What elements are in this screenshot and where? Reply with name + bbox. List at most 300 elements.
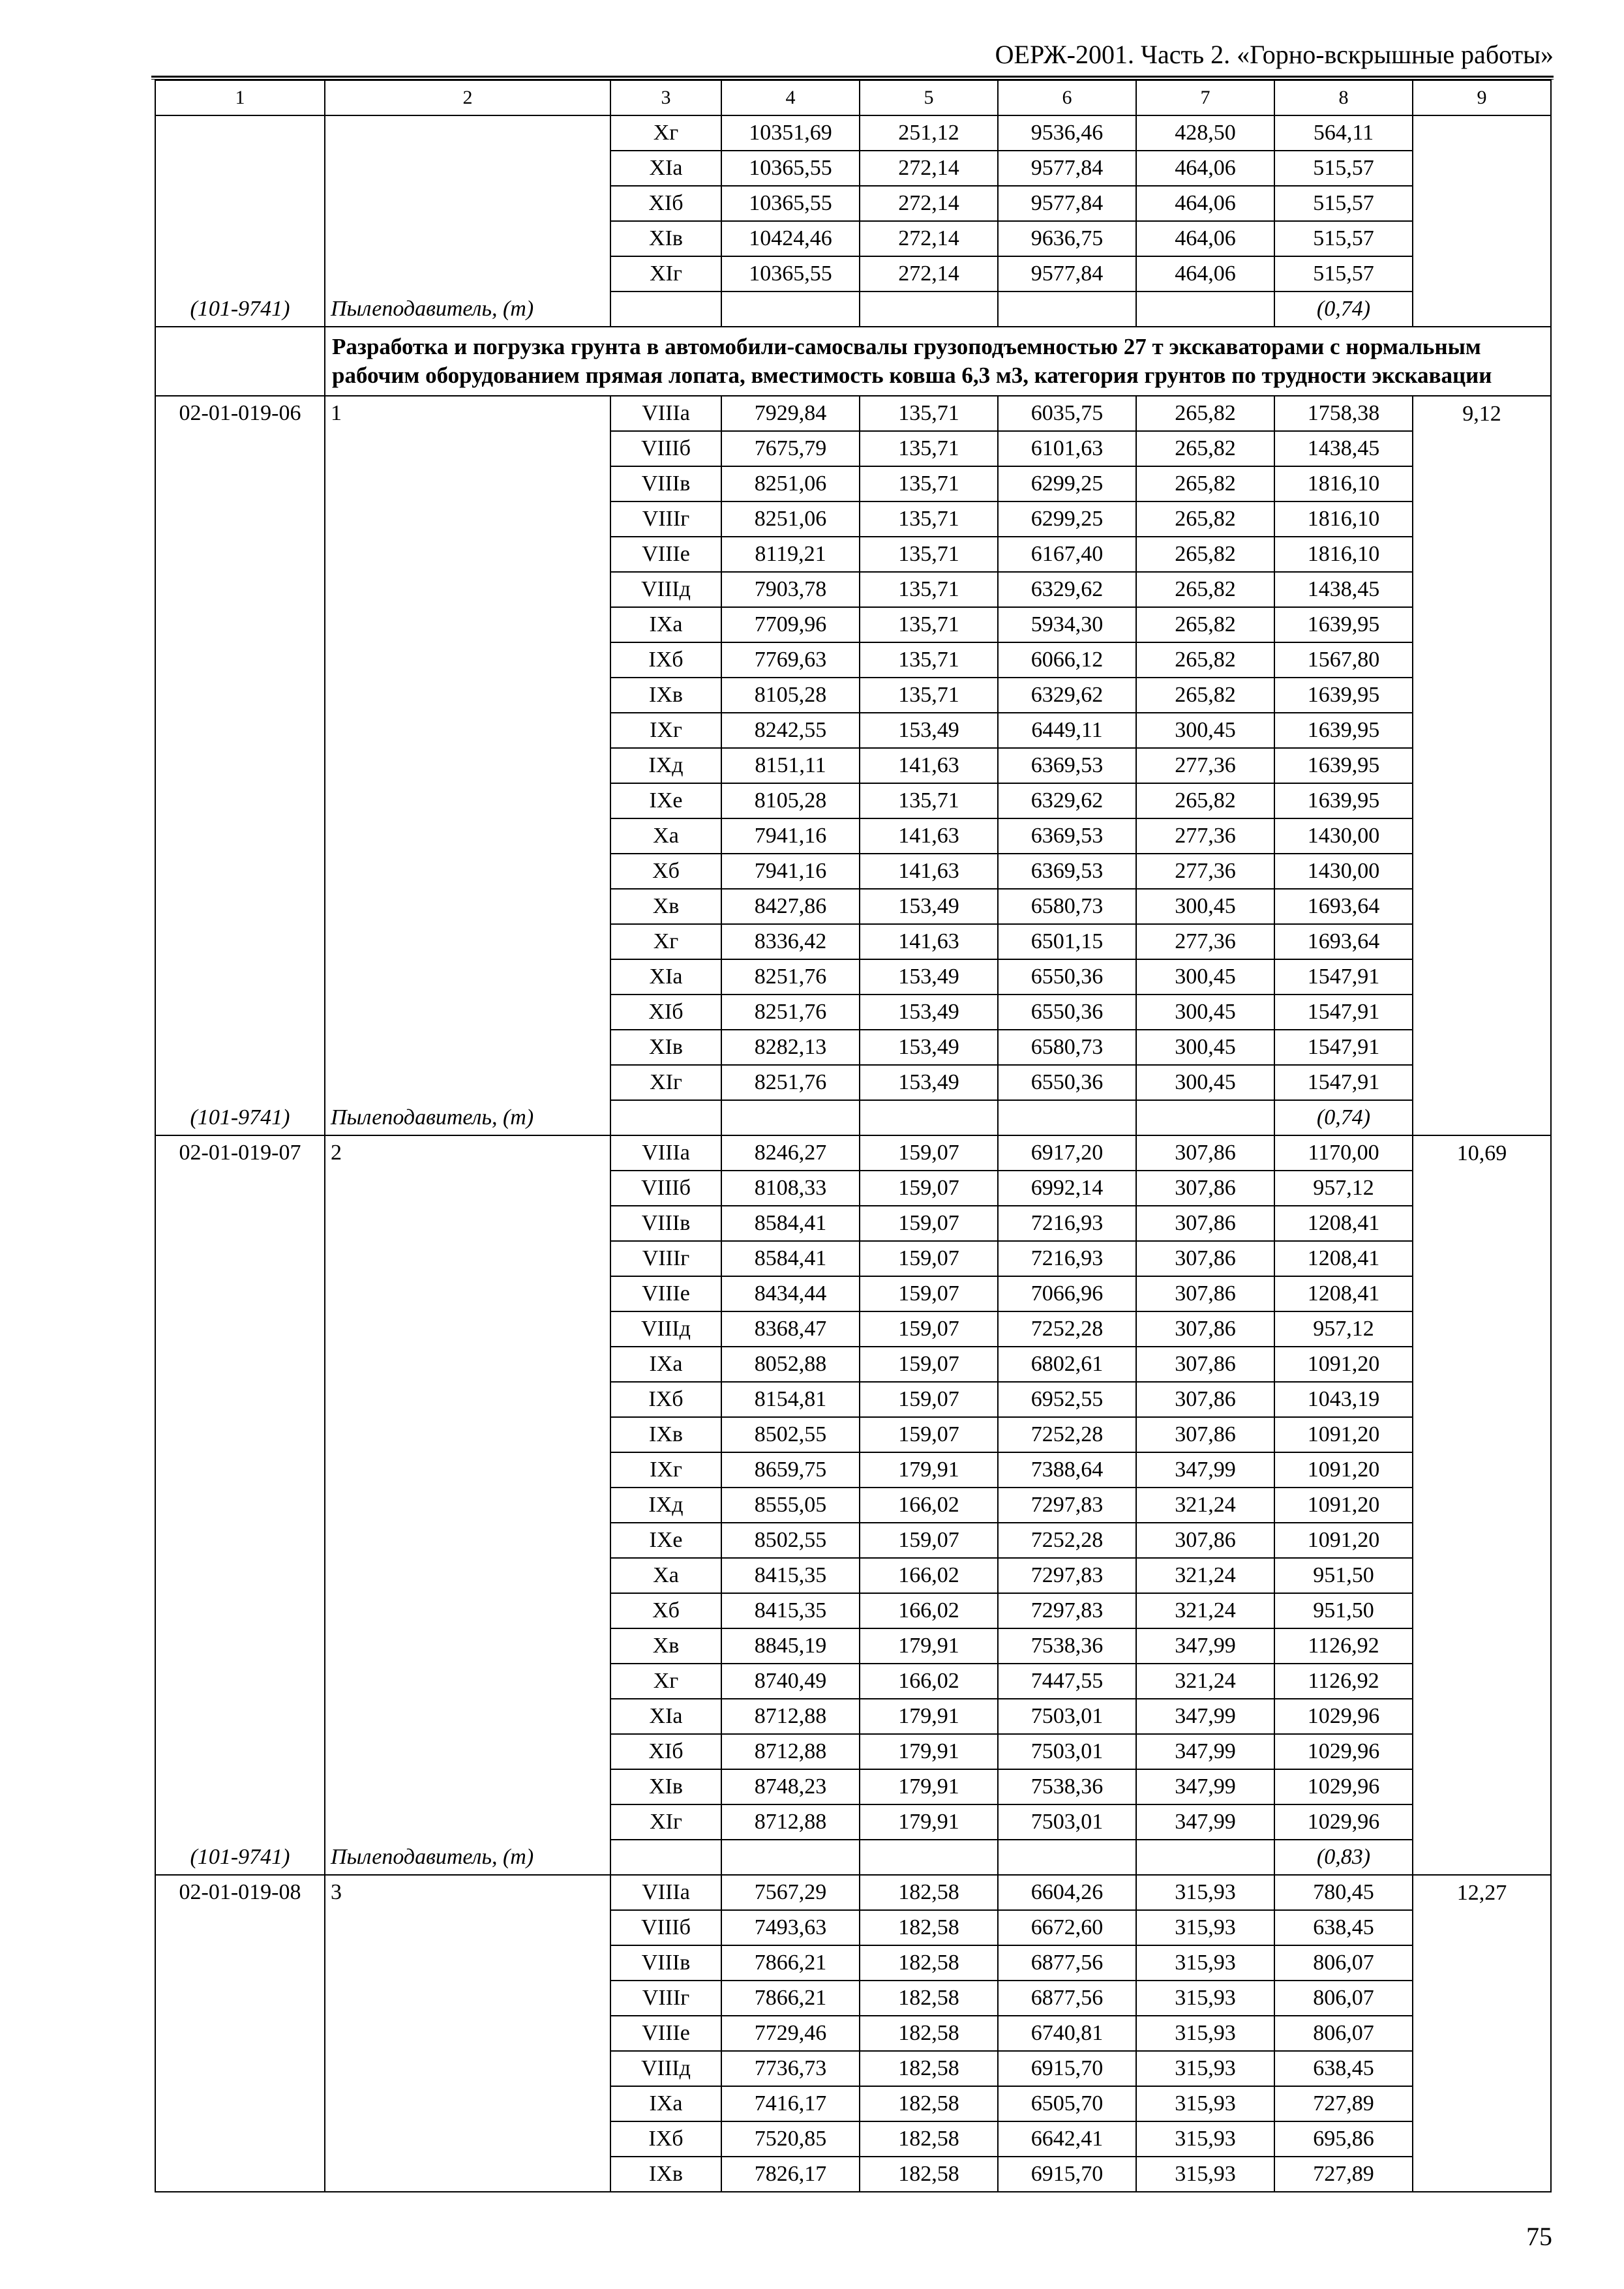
- machine-cost: 9577,84: [998, 186, 1136, 221]
- column-number: 7: [1136, 80, 1274, 115]
- soil-category: IXд: [610, 1488, 721, 1523]
- rate-code-spacer: [155, 1065, 325, 1100]
- materials-cost: 638,45: [1274, 2051, 1413, 2086]
- table-row: [155, 115, 1551, 151]
- wages: 166,02: [860, 1488, 998, 1523]
- table-row: [155, 713, 1551, 748]
- materials-cost: 1091,20: [1274, 1347, 1413, 1382]
- labor-total-spacer: [1413, 186, 1551, 221]
- labor-total-spacer: [1413, 1664, 1551, 1699]
- labor-total-spacer: [1413, 431, 1551, 466]
- table-row: [155, 889, 1551, 924]
- soil-category: XIб: [610, 1734, 721, 1769]
- labor-total-spacer: [1413, 854, 1551, 889]
- table-row: [155, 1523, 1551, 1558]
- machinist-wages: 315,93: [1136, 2086, 1274, 2121]
- table-row: [155, 1734, 1551, 1769]
- machine-cost: 6329,62: [998, 678, 1136, 713]
- wages: 182,58: [860, 1945, 998, 1981]
- machine-cost: 7066,96: [998, 1276, 1136, 1311]
- machine-cost: 9577,84: [998, 151, 1136, 186]
- total-cost: 7929,84: [721, 396, 860, 431]
- total-cost: 8251,76: [721, 959, 860, 995]
- machine-cost: 6066,12: [998, 642, 1136, 678]
- materials-cost: 1208,41: [1274, 1206, 1413, 1241]
- rate-code-spacer: [155, 1734, 325, 1769]
- machine-cost: 6802,61: [998, 1347, 1136, 1382]
- total-cost: 8427,86: [721, 889, 860, 924]
- machine-cost: 7297,83: [998, 1593, 1136, 1628]
- materials-cost: 780,45: [1274, 1875, 1413, 1910]
- machinist-wages: 265,82: [1136, 537, 1274, 572]
- machine-cost: 7252,28: [998, 1311, 1136, 1347]
- labor-total-spacer: [1413, 1981, 1551, 2016]
- machine-cost: 6449,11: [998, 713, 1136, 748]
- total-cost: 10365,55: [721, 256, 860, 292]
- table-row: [155, 678, 1551, 713]
- labor-total-spacer: [1413, 1030, 1551, 1065]
- materials-cost: 957,12: [1274, 1311, 1413, 1347]
- total-cost: 8368,47: [721, 1311, 860, 1347]
- rate-name-spacer: [325, 1382, 610, 1417]
- wages: 182,58: [860, 2121, 998, 2157]
- total-cost: 8336,42: [721, 924, 860, 959]
- table-row: [155, 537, 1551, 572]
- table-row: [155, 396, 1551, 431]
- wages: 179,91: [860, 1734, 998, 1769]
- wages: 135,71: [860, 466, 998, 501]
- machine-cost: 5934,30: [998, 607, 1136, 642]
- labor-total-spacer: [1413, 607, 1551, 642]
- machine-code: (101-9741): [155, 1100, 325, 1135]
- materials-cost: 951,50: [1274, 1593, 1413, 1628]
- soil-category: XIг: [610, 1804, 721, 1840]
- rate-code-spacer: [155, 713, 325, 748]
- table-row: [155, 1875, 1551, 1910]
- machine-cost-empty: [998, 1840, 1136, 1875]
- machine-cost: 6550,36: [998, 959, 1136, 995]
- rate-name-spacer: [325, 186, 610, 221]
- table-row: [155, 1417, 1551, 1452]
- wages: 141,63: [860, 748, 998, 783]
- soil-category-empty: [610, 292, 721, 327]
- column-number: 3: [610, 80, 721, 115]
- soil-category: VIIIа: [610, 1135, 721, 1171]
- materials-cost: 695,86: [1274, 2121, 1413, 2157]
- total-cost: 7520,85: [721, 2121, 860, 2157]
- rate-name-spacer: [325, 115, 610, 151]
- rate-code-spacer: [155, 854, 325, 889]
- table-row: [155, 2051, 1551, 2086]
- rate-name-spacer: [325, 256, 610, 292]
- total-cost: 7567,29: [721, 1875, 860, 1910]
- rate-code-spacer: [155, 1593, 325, 1628]
- machinist-wages: 315,93: [1136, 2157, 1274, 2192]
- soil-category: Xв: [610, 1628, 721, 1664]
- machinist-wages: 265,82: [1136, 783, 1274, 818]
- machinist-wages: 307,86: [1136, 1241, 1274, 1276]
- soil-category: IXа: [610, 1347, 721, 1382]
- table-row: [155, 1065, 1551, 1100]
- materials-cost: 1547,91: [1274, 995, 1413, 1030]
- machine-cost: 7252,28: [998, 1417, 1136, 1452]
- labor-total-spacer: [1413, 2016, 1551, 2051]
- rate-code-spacer: [155, 995, 325, 1030]
- materials-cost: 1170,00: [1274, 1135, 1413, 1171]
- soil-category: VIIIв: [610, 1206, 721, 1241]
- wages: 159,07: [860, 1417, 998, 1452]
- wages: 159,07: [860, 1523, 998, 1558]
- machine-cost: 6580,73: [998, 1030, 1136, 1065]
- total-cost: 8251,76: [721, 1065, 860, 1100]
- soil-category: XIа: [610, 151, 721, 186]
- column-number: 5: [860, 80, 998, 115]
- soil-category: XIв: [610, 221, 721, 256]
- wages: 159,07: [860, 1171, 998, 1206]
- total-cost: 8151,11: [721, 748, 860, 783]
- rate-code-spacer: [155, 1523, 325, 1558]
- rate-name-spacer: [325, 1699, 610, 1734]
- wages: 182,58: [860, 1875, 998, 1910]
- machine-cost: 7447,55: [998, 1664, 1136, 1699]
- machine-cost: 7388,64: [998, 1452, 1136, 1488]
- wages: 135,71: [860, 501, 998, 537]
- rate-code-spacer: [155, 1311, 325, 1347]
- rate-name-spacer: [325, 1804, 610, 1840]
- rate-code-spacer: [155, 1664, 325, 1699]
- machinist-wages: 307,86: [1136, 1382, 1274, 1417]
- total-cost: 8251,06: [721, 501, 860, 537]
- materials-cost: 515,57: [1274, 151, 1413, 186]
- machine-cost: 9577,84: [998, 256, 1136, 292]
- wages: 159,07: [860, 1241, 998, 1276]
- table-row: [155, 151, 1551, 186]
- total-cost: 7493,63: [721, 1910, 860, 1945]
- table-row: [155, 607, 1551, 642]
- machinist-wages: 265,82: [1136, 572, 1274, 607]
- table-row: [155, 1135, 1551, 1171]
- table-row: [155, 1241, 1551, 1276]
- soil-category: VIIIг: [610, 1981, 721, 2016]
- column-number: 1: [155, 80, 325, 115]
- rate-name-spacer: [325, 1910, 610, 1945]
- machine-code: (101-9741): [155, 1840, 325, 1875]
- rate-code-spacer: [155, 1699, 325, 1734]
- soil-category: Xа: [610, 1558, 721, 1593]
- machine-cost: 6580,73: [998, 889, 1136, 924]
- labor-total-spacer: [1413, 151, 1551, 186]
- total-cost: 8105,28: [721, 783, 860, 818]
- machinist-wages-empty: [1136, 292, 1274, 327]
- running-header: ОЕРЖ-2001. Часть 2. «Горно-вскрышные работы»: [995, 40, 1554, 69]
- total-cost: 7826,17: [721, 2157, 860, 2192]
- table-row: [155, 1347, 1551, 1382]
- rate-name-spacer: [325, 151, 610, 186]
- labor-total-spacer: [1413, 1311, 1551, 1347]
- total-cost: 8246,27: [721, 1135, 860, 1171]
- labor-total-spacer: [1413, 1699, 1551, 1734]
- rate-code-spacer: [155, 642, 325, 678]
- table-row: [155, 642, 1551, 678]
- machine-cost: 6915,70: [998, 2157, 1136, 2192]
- total-cost: 8415,35: [721, 1593, 860, 1628]
- soil-category: VIIIг: [610, 1241, 721, 1276]
- labor-total-spacer: [1413, 2051, 1551, 2086]
- machinist-wages: 321,24: [1136, 1593, 1274, 1628]
- total-cost: 8105,28: [721, 678, 860, 713]
- rate-code-spacer: [155, 256, 325, 292]
- machine-cost: 6877,56: [998, 1945, 1136, 1981]
- wages: 135,71: [860, 607, 998, 642]
- machinist-wages: 321,24: [1136, 1664, 1274, 1699]
- rate-code-spacer: [155, 748, 325, 783]
- table-row: [155, 1276, 1551, 1311]
- rate-code-spacer: [155, 1769, 325, 1804]
- wages: 159,07: [860, 1206, 998, 1241]
- wages: 272,14: [860, 221, 998, 256]
- rate-code-spacer: [155, 1030, 325, 1065]
- machine-cost: 6369,53: [998, 818, 1136, 854]
- wages: 182,58: [860, 2086, 998, 2121]
- machine-cost: 7503,01: [998, 1804, 1136, 1840]
- rate-name: 2: [325, 1135, 610, 1171]
- rate-name-spacer: [325, 713, 610, 748]
- wages: 153,49: [860, 889, 998, 924]
- rate-name: 1: [325, 396, 610, 431]
- total-cost: 7736,73: [721, 2051, 860, 2086]
- machinist-wages: 265,82: [1136, 396, 1274, 431]
- soil-category: IXг: [610, 713, 721, 748]
- materials-cost: 1438,45: [1274, 431, 1413, 466]
- table-row: [155, 1488, 1551, 1523]
- rate-code-spacer: [155, 1241, 325, 1276]
- wages: 272,14: [860, 256, 998, 292]
- rate-name-spacer: [325, 2121, 610, 2157]
- wages: 135,71: [860, 537, 998, 572]
- machinist-wages: 315,93: [1136, 1945, 1274, 1981]
- rate-code-spacer: [155, 537, 325, 572]
- materials-cost: 1091,20: [1274, 1523, 1413, 1558]
- materials-cost: 1043,19: [1274, 1382, 1413, 1417]
- machine-cost: 6501,15: [998, 924, 1136, 959]
- wages: 141,63: [860, 924, 998, 959]
- machinist-wages: 464,06: [1136, 221, 1274, 256]
- soil-category: VIIIд: [610, 1311, 721, 1347]
- rate-code-spacer: [155, 1910, 325, 1945]
- soil-category: IXа: [610, 607, 721, 642]
- total-cost: 7941,16: [721, 854, 860, 889]
- rate-code-spacer: [155, 1945, 325, 1981]
- machinist-wages: 315,93: [1136, 2051, 1274, 2086]
- rate-name-spacer: [325, 1276, 610, 1311]
- materials-cost: 1639,95: [1274, 783, 1413, 818]
- machine-code: (101-9741): [155, 292, 325, 327]
- materials-cost: 1816,10: [1274, 501, 1413, 537]
- labor-total-spacer: [1413, 115, 1551, 151]
- materials-cost: 1430,00: [1274, 854, 1413, 889]
- rate-name-spacer: [325, 889, 610, 924]
- materials-cost: 1693,64: [1274, 924, 1413, 959]
- wages-empty: [860, 292, 998, 327]
- labor-total-spacer: [1413, 256, 1551, 292]
- materials-cost: 1816,10: [1274, 537, 1413, 572]
- materials-cost: 1208,41: [1274, 1241, 1413, 1276]
- table-row: [155, 572, 1551, 607]
- machine-cost: 7297,83: [998, 1558, 1136, 1593]
- materials-cost: 957,12: [1274, 1171, 1413, 1206]
- table-row: [155, 924, 1551, 959]
- column-number: 4: [721, 80, 860, 115]
- soil-category: VIIIб: [610, 431, 721, 466]
- section-heading-blank: [155, 327, 325, 396]
- wages: 272,14: [860, 186, 998, 221]
- machinist-wages: 347,99: [1136, 1804, 1274, 1840]
- rate-name-spacer: [325, 1452, 610, 1488]
- labor-total-spacer: [1413, 748, 1551, 783]
- machinist-wages: 464,06: [1136, 151, 1274, 186]
- total-cost: 7866,21: [721, 1981, 860, 2016]
- machine-cost: 7538,36: [998, 1769, 1136, 1804]
- rate-name-spacer: [325, 1664, 610, 1699]
- soil-category: IXв: [610, 678, 721, 713]
- soil-category: VIIIа: [610, 1875, 721, 1910]
- machinist-wages: 307,86: [1136, 1276, 1274, 1311]
- labor-total: 10,69: [1413, 1135, 1551, 1171]
- column-number: 9: [1413, 80, 1551, 115]
- total-cost-empty: [721, 1840, 860, 1875]
- machine-cost: 6915,70: [998, 2051, 1136, 2086]
- machinist-wages: 315,93: [1136, 1875, 1274, 1910]
- rate-name-spacer: [325, 1769, 610, 1804]
- wages: 153,49: [860, 959, 998, 995]
- soil-category: IXб: [610, 1382, 721, 1417]
- machinist-wages: 265,82: [1136, 642, 1274, 678]
- rate-name-spacer: [325, 1488, 610, 1523]
- rate-name-spacer: [325, 2051, 610, 2086]
- soil-category: VIIIа: [610, 396, 721, 431]
- table-row: [155, 1981, 1551, 2016]
- table-row: [155, 221, 1551, 256]
- total-cost: 7416,17: [721, 2086, 860, 2121]
- wages: 135,71: [860, 396, 998, 431]
- machine-cost: 6917,20: [998, 1135, 1136, 1171]
- labor-total-spacer: [1413, 818, 1551, 854]
- materials-cost: 515,57: [1274, 186, 1413, 221]
- total-cost: 8502,55: [721, 1523, 860, 1558]
- rate-name: 3: [325, 1875, 610, 1910]
- machinist-wages-empty: [1136, 1100, 1274, 1135]
- materials-cost: 806,07: [1274, 1945, 1413, 1981]
- rate-code: 02-01-019-08: [155, 1875, 325, 1910]
- machine-cost: 6369,53: [998, 748, 1136, 783]
- materials-cost: 1126,92: [1274, 1664, 1413, 1699]
- table-row: [155, 1699, 1551, 1734]
- rate-code-spacer: [155, 1804, 325, 1840]
- labor-total-spacer: [1413, 1171, 1551, 1206]
- labor-total-spacer: [1413, 1628, 1551, 1664]
- rate-name-spacer: [325, 607, 610, 642]
- rate-name-spacer: [325, 221, 610, 256]
- soil-category: VIIIд: [610, 2051, 721, 2086]
- wages: 166,02: [860, 1664, 998, 1699]
- total-cost: 8108,33: [721, 1171, 860, 1206]
- machinist-wages: 265,82: [1136, 678, 1274, 713]
- total-cost: 8659,75: [721, 1452, 860, 1488]
- machinist-wages: 300,45: [1136, 1065, 1274, 1100]
- rate-code-spacer: [155, 2016, 325, 2051]
- table-row: [155, 501, 1551, 537]
- section-heading: Разработка и погрузка грунта в автомобили-самосвалы грузоподъемностью 27 т экскаваторами с нормальным рабочим оборудованием прямая лопата, вместимость ковша 6,3 м3, категория грунтов по трудности экскавации: [325, 327, 1551, 396]
- total-cost: 8584,41: [721, 1241, 860, 1276]
- rate-code-spacer: [155, 1206, 325, 1241]
- soil-category: XIг: [610, 1065, 721, 1100]
- table-row: [155, 1382, 1551, 1417]
- machinist-wages: 315,93: [1136, 1981, 1274, 2016]
- rate-code-spacer: [155, 2086, 325, 2121]
- table-row: [155, 995, 1551, 1030]
- soil-category: VIIIб: [610, 1910, 721, 1945]
- soil-category: IXг: [610, 1452, 721, 1488]
- materials-cost: 727,89: [1274, 2086, 1413, 2121]
- machinist-wages: 300,45: [1136, 995, 1274, 1030]
- materials-cost: 1029,96: [1274, 1769, 1413, 1804]
- labor-total-spacer: [1413, 1382, 1551, 1417]
- soil-category: XIа: [610, 1699, 721, 1734]
- soil-category: IXд: [610, 748, 721, 783]
- machine-cost: 6299,25: [998, 466, 1136, 501]
- labor-total-spacer: [1413, 1241, 1551, 1276]
- wages-empty: [860, 1840, 998, 1875]
- machine-row: [155, 1100, 1551, 1135]
- soil-category: IXб: [610, 2121, 721, 2157]
- materials-cost: 1547,91: [1274, 1030, 1413, 1065]
- machinist-wages: 307,86: [1136, 1311, 1274, 1347]
- total-cost: 8712,88: [721, 1699, 860, 1734]
- machinist-wages: 277,36: [1136, 818, 1274, 854]
- soil-category: XIв: [610, 1030, 721, 1065]
- labor-total-spacer: [1413, 1347, 1551, 1382]
- machinist-wages: 307,86: [1136, 1523, 1274, 1558]
- machinist-wages: 347,99: [1136, 1628, 1274, 1664]
- machinist-wages: 321,24: [1136, 1488, 1274, 1523]
- materials-cost: 1029,96: [1274, 1804, 1413, 1840]
- rate-code-spacer: [155, 889, 325, 924]
- column-number-row: [155, 80, 1551, 115]
- soil-category-empty: [610, 1840, 721, 1875]
- table-row: [155, 256, 1551, 292]
- soil-category: IXв: [610, 1417, 721, 1452]
- machinist-wages: 265,82: [1136, 466, 1274, 501]
- machinist-wages: 265,82: [1136, 501, 1274, 537]
- rate-code-spacer: [155, 924, 325, 959]
- machinist-wages-empty: [1136, 1840, 1274, 1875]
- table-row: [155, 2121, 1551, 2157]
- wages: 153,49: [860, 1065, 998, 1100]
- soil-category: Xг: [610, 1664, 721, 1699]
- soil-category: Xа: [610, 818, 721, 854]
- price-table: [155, 80, 1552, 2192]
- total-cost-empty: [721, 1100, 860, 1135]
- materials-cost: 806,07: [1274, 2016, 1413, 2051]
- machine-cost: 6952,55: [998, 1382, 1136, 1417]
- machinist-wages: 300,45: [1136, 713, 1274, 748]
- section-heading-row: [155, 327, 1551, 396]
- machine-cost: 6329,62: [998, 572, 1136, 607]
- materials-cost: 1639,95: [1274, 748, 1413, 783]
- machine-cost: 6369,53: [998, 854, 1136, 889]
- materials-cost: 1639,95: [1274, 607, 1413, 642]
- machine-cost: 7538,36: [998, 1628, 1136, 1664]
